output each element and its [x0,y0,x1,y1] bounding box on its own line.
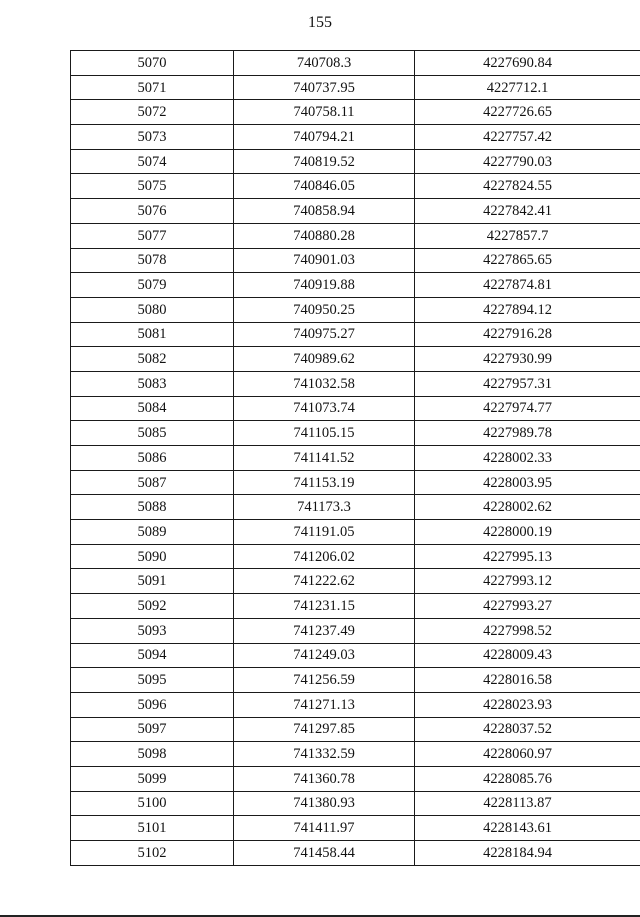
x-coordinate-cell: 740737.95 [234,75,415,100]
table-row [71,273,640,298]
page-number: 155 [308,14,332,31]
x-coordinate-cell: 741411.97 [234,816,415,841]
x-coordinate-cell: 741237.49 [234,618,415,643]
x-coordinate-cell: 740858.94 [234,199,415,224]
point-number-cell: 5098 [71,742,234,767]
point-number-cell: 5101 [71,816,234,841]
x-coordinate-cell: 741360.78 [234,766,415,791]
point-number-cell: 5079 [71,273,234,298]
table-row [71,643,640,668]
y-coordinate-cell: 4227824.55 [415,174,640,199]
y-coordinate-cell: 4227993.27 [415,594,640,619]
table-row [71,199,640,224]
x-coordinate-cell: 740708.3 [234,51,415,76]
point-number-cell: 5091 [71,569,234,594]
table-row [71,692,640,717]
point-number-cell: 5076 [71,199,234,224]
point-number-cell: 5072 [71,100,234,125]
table-row [71,396,640,421]
y-coordinate-cell: 4227757.42 [415,125,640,150]
coordinate-table-body [71,51,640,866]
x-coordinate-cell: 740975.27 [234,322,415,347]
point-number-cell: 5083 [71,371,234,396]
table-row [71,371,640,396]
point-number-cell: 5077 [71,223,234,248]
point-number-cell: 5090 [71,544,234,569]
table-row [71,766,640,791]
x-coordinate-cell: 740950.25 [234,297,415,322]
table-row [71,594,640,619]
table-row [71,75,640,100]
y-coordinate-cell: 4227857.7 [415,223,640,248]
y-coordinate-cell: 4227712.1 [415,75,640,100]
table-row [71,421,640,446]
y-coordinate-cell: 4228000.19 [415,520,640,545]
y-coordinate-cell: 4227957.31 [415,371,640,396]
y-coordinate-cell: 4227790.03 [415,149,640,174]
table-row [71,223,640,248]
table-row [71,100,640,125]
point-number-cell: 5086 [71,446,234,471]
x-coordinate-cell: 740901.03 [234,248,415,273]
x-coordinate-cell: 741458.44 [234,841,415,866]
y-coordinate-cell: 4227974.77 [415,396,640,421]
point-number-cell: 5082 [71,347,234,372]
table-row [71,717,640,742]
point-number-cell: 5088 [71,495,234,520]
point-number-cell: 5074 [71,149,234,174]
y-coordinate-cell: 4227690.84 [415,51,640,76]
y-coordinate-cell: 4227930.99 [415,347,640,372]
x-coordinate-cell: 741173.3 [234,495,415,520]
y-coordinate-cell: 4228113.87 [415,791,640,816]
y-coordinate-cell: 4228037.52 [415,717,640,742]
point-number-cell: 5095 [71,668,234,693]
x-coordinate-cell: 740880.28 [234,223,415,248]
x-coordinate-cell: 741231.15 [234,594,415,619]
x-coordinate-cell: 741332.59 [234,742,415,767]
y-coordinate-cell: 4228060.97 [415,742,640,767]
point-number-cell: 5078 [71,248,234,273]
table-row [71,347,640,372]
table-row [71,322,640,347]
x-coordinate-cell: 740819.52 [234,149,415,174]
point-number-cell: 5075 [71,174,234,199]
x-coordinate-cell: 741222.62 [234,569,415,594]
y-coordinate-cell: 4227989.78 [415,421,640,446]
point-number-cell: 5100 [71,791,234,816]
point-number-cell: 5081 [71,322,234,347]
point-number-cell: 5087 [71,470,234,495]
point-number-cell: 5084 [71,396,234,421]
y-coordinate-cell: 4227865.65 [415,248,640,273]
table-row [71,668,640,693]
table-row [71,520,640,545]
table-row [71,841,640,866]
x-coordinate-cell: 741153.19 [234,470,415,495]
table-row [71,791,640,816]
point-number-cell: 5080 [71,297,234,322]
point-number-cell: 5094 [71,643,234,668]
y-coordinate-cell: 4228016.58 [415,668,640,693]
x-coordinate-cell: 740794.21 [234,125,415,150]
x-coordinate-cell: 741191.05 [234,520,415,545]
table-row [71,51,640,76]
point-number-cell: 5073 [71,125,234,150]
point-number-cell: 5096 [71,692,234,717]
y-coordinate-cell: 4228023.93 [415,692,640,717]
table-row [71,297,640,322]
table-row [71,470,640,495]
y-coordinate-cell: 4227916.28 [415,322,640,347]
x-coordinate-cell: 741271.13 [234,692,415,717]
x-coordinate-cell: 741297.85 [234,717,415,742]
y-coordinate-cell: 4228009.43 [415,643,640,668]
y-coordinate-cell: 4227894.12 [415,297,640,322]
x-coordinate-cell: 741249.03 [234,643,415,668]
point-number-cell: 5099 [71,766,234,791]
coordinate-table-container [70,50,617,866]
table-row [71,816,640,841]
table-row [71,248,640,273]
table-row [71,446,640,471]
y-coordinate-cell: 4228143.61 [415,816,640,841]
y-coordinate-cell: 4228002.62 [415,495,640,520]
table-row [71,174,640,199]
y-coordinate-cell: 4228003.95 [415,470,640,495]
table-row [71,495,640,520]
y-coordinate-cell: 4228002.33 [415,446,640,471]
point-number-cell: 5071 [71,75,234,100]
point-number-cell: 5070 [71,51,234,76]
point-number-cell: 5092 [71,594,234,619]
y-coordinate-cell: 4227998.52 [415,618,640,643]
y-coordinate-cell: 4227874.81 [415,273,640,298]
x-coordinate-cell: 741380.93 [234,791,415,816]
table-row [71,544,640,569]
point-number-cell: 5102 [71,841,234,866]
table-row [71,125,640,150]
point-number-cell: 5093 [71,618,234,643]
x-coordinate-cell: 741105.15 [234,421,415,446]
y-coordinate-cell: 4228085.76 [415,766,640,791]
point-number-cell: 5085 [71,421,234,446]
y-coordinate-cell: 4227993.12 [415,569,640,594]
coordinate-table [70,50,640,866]
x-coordinate-cell: 741256.59 [234,668,415,693]
x-coordinate-cell: 741206.02 [234,544,415,569]
x-coordinate-cell: 740989.62 [234,347,415,372]
point-number-cell: 5089 [71,520,234,545]
x-coordinate-cell: 741141.52 [234,446,415,471]
x-coordinate-cell: 740919.88 [234,273,415,298]
y-coordinate-cell: 4227842.41 [415,199,640,224]
table-row [71,149,640,174]
y-coordinate-cell: 4227995.13 [415,544,640,569]
table-row [71,569,640,594]
x-coordinate-cell: 741032.58 [234,371,415,396]
y-coordinate-cell: 4228184.94 [415,841,640,866]
x-coordinate-cell: 740846.05 [234,174,415,199]
table-row [71,618,640,643]
x-coordinate-cell: 741073.74 [234,396,415,421]
point-number-cell: 5097 [71,717,234,742]
y-coordinate-cell: 4227726.65 [415,100,640,125]
x-coordinate-cell: 740758.11 [234,100,415,125]
table-row [71,742,640,767]
